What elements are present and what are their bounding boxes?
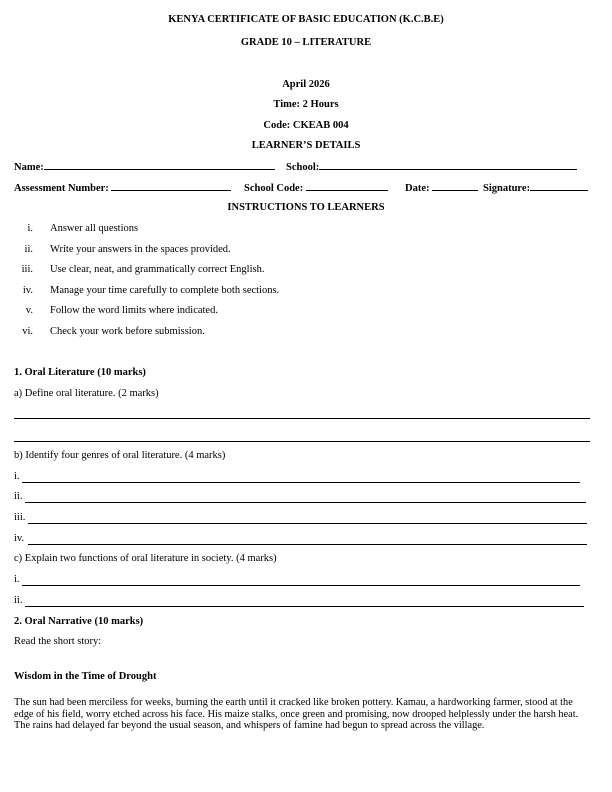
instruction-text: Write your answers in the spaces provided.	[50, 244, 231, 255]
answer-line-1c-i[interactable]	[22, 585, 580, 586]
assessment-number-label: Assessment Number:	[14, 183, 109, 194]
question-1a: a) Define oral literature. (2 marks)	[14, 388, 159, 399]
instruction-number: iv.	[22, 285, 33, 296]
instruction-text: Follow the word limits where indicated.	[50, 305, 218, 316]
exam-code: Code: CKEAB 004	[263, 120, 349, 131]
answer-line-1b-iv[interactable]	[28, 544, 587, 545]
signature-field[interactable]	[483, 181, 588, 194]
story-title: Wisdom in the Time of Drought	[14, 671, 157, 682]
answer-label-1b-i: i.	[14, 471, 20, 482]
answer-line-1b-i[interactable]	[22, 482, 580, 483]
school-code-blank[interactable]	[306, 181, 388, 191]
answer-label-1b-iii: iii.	[14, 512, 26, 523]
exam-board-title: KENYA CERTIFICATE OF BASIC EDUCATION (K.C.B.E)	[168, 14, 444, 25]
name-field[interactable]	[14, 160, 275, 173]
name-blank[interactable]	[44, 160, 275, 170]
assessment-number-blank[interactable]	[111, 181, 231, 191]
subject-title: GRADE 10 – LITERATURE	[240, 37, 372, 48]
section2-title: 2. Oral Narrative (10 marks)	[14, 616, 144, 627]
answer-label-1b-ii: ii.	[14, 491, 23, 502]
instruction-text: Use clear, neat, and grammatically correct English.	[50, 264, 265, 275]
date-label: Date:	[405, 183, 430, 194]
instruction-text: Answer all questions	[50, 223, 139, 234]
instruction-number: i.	[27, 223, 33, 234]
answer-line-1b-iii[interactable]	[28, 523, 587, 524]
school-code-field[interactable]	[244, 181, 388, 194]
answer-line-1a-2[interactable]	[14, 441, 590, 442]
school-field[interactable]	[286, 160, 577, 173]
learner-details-heading: LEARNER’S DETAILS	[251, 140, 361, 151]
date-blank[interactable]	[432, 181, 478, 191]
story-paragraph: The sun had been merciless for weeks, burning the earth until it cracked like broken pottery. Kamau, a hardworking farmer, stood at the edge of his field, worry etched across his face. His maize stalks, once green and promising, now drooped helplessly under the harsh heat. The rains had delayed far beyond the usual season, and whispers of famine had begun to spread across the village.	[14, 697, 579, 732]
answer-label-1b-iv: iv.	[14, 533, 25, 544]
instruction-number: iii.	[21, 264, 33, 275]
section2-instruction: Read the short story:	[14, 636, 102, 647]
instruction-number: vi.	[22, 326, 33, 337]
instruction-text: Check your work before submission.	[50, 326, 205, 337]
exam-date: April 2026	[282, 79, 330, 90]
signature-blank[interactable]	[530, 181, 588, 191]
assessment-number-field[interactable]	[14, 181, 231, 194]
answer-line-1c-ii[interactable]	[25, 606, 584, 607]
question-1b: b) Identify four genres of oral literature. (4 marks)	[14, 450, 226, 461]
name-label: Name:	[14, 162, 44, 173]
school-blank[interactable]	[319, 160, 577, 170]
answer-line-1a-1[interactable]	[14, 418, 590, 419]
instructions-heading: INSTRUCTIONS TO LEARNERS	[227, 202, 385, 213]
instruction-text: Manage your time carefully to complete both sections.	[50, 285, 280, 296]
answer-label-1c-i: i.	[14, 574, 20, 585]
question-1c: c) Explain two functions of oral literature in society. (4 marks)	[14, 553, 277, 564]
school-code-label: School Code:	[244, 183, 304, 194]
answer-label-1c-ii: ii.	[14, 595, 23, 606]
section1-title: 1. Oral Literature (10 marks)	[14, 367, 146, 378]
instruction-number: ii.	[24, 244, 33, 255]
exam-duration: Time: 2 Hours	[273, 99, 339, 110]
answer-line-1b-ii[interactable]	[25, 502, 586, 503]
school-label: School:	[286, 162, 320, 173]
instruction-number: v.	[25, 305, 33, 316]
signature-label: Signature:	[483, 183, 531, 194]
date-field[interactable]	[405, 181, 478, 194]
